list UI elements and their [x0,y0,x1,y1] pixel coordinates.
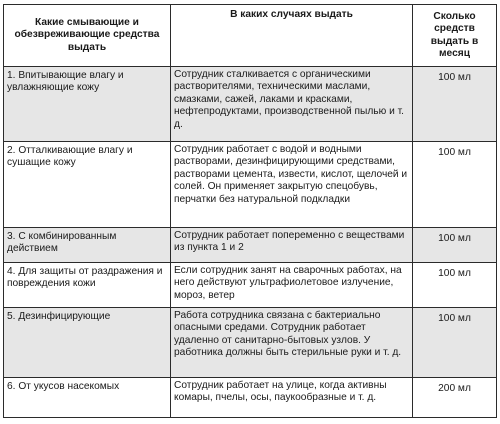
header-agent: Какие смывающие и обезвреживающие средства выдать [4,5,171,67]
cases-cell: Если сотрудник занят на сварочных работах, на него действуют ультрафиолетовое излучение, мороз, ветер [171,263,413,308]
quantity-cell: 200 мл [413,378,497,418]
quantity-cell: 100 мл [413,228,497,263]
table-row [4,142,497,228]
agent-cell: 3. С комбинированным действием [4,228,171,263]
cases-cell: Работа сотрудника связана с бактериально опасными средами. Сотрудник работает удаленно от санитарно-бытовых узлов. У работника должны быть стерильные руки и т. д. [171,308,413,378]
quantity-cell: 100 мл [413,67,497,142]
cases-cell: Сотрудник работает попеременно с веществами из пункта 1 и 2 [171,228,413,263]
hygiene-agents-table [3,4,497,418]
quantity-cell: 100 мл [413,142,497,228]
cases-cell: Сотрудник сталкивается с органическими растворителями, техническими маслами, смазками, сажей, лаками и красками, нефтепродуктами, производственной пылью и т. д. [171,67,413,142]
agent-cell: 4. Для защиты от раздражения и повреждения кожи [4,263,171,308]
agent-cell: 2. Отталкивающие влагу и сушащие кожу [4,142,171,228]
table-row [4,67,497,142]
header-quantity: Сколько средств выдать в месяц [413,5,497,67]
cases-cell: Сотрудник работает с водой и водными растворами, дезинфицирующими средствами, растворами цемента, извести, кислот, щелочей и солей. Он применяет закрытую спецобувь, перчатки без натуральной подкладки [171,142,413,228]
agent-cell: 6. От укусов насекомых [4,378,171,418]
table-row [4,263,497,308]
table-header-row [4,5,497,67]
header-cases: В каких случаях выдать [171,5,413,67]
table-row [4,228,497,263]
quantity-cell: 100 мл [413,263,497,308]
table-row [4,378,497,418]
quantity-cell: 100 мл [413,308,497,378]
agent-cell: 1. Впитывающие влагу и увлажняющие кожу [4,67,171,142]
table-row [4,308,497,378]
agent-cell: 5. Дезинфицирующие [4,308,171,378]
cases-cell: Сотрудник работает на улице, когда активны комары, пчелы, осы, паукообразные и т. д. [171,378,413,418]
